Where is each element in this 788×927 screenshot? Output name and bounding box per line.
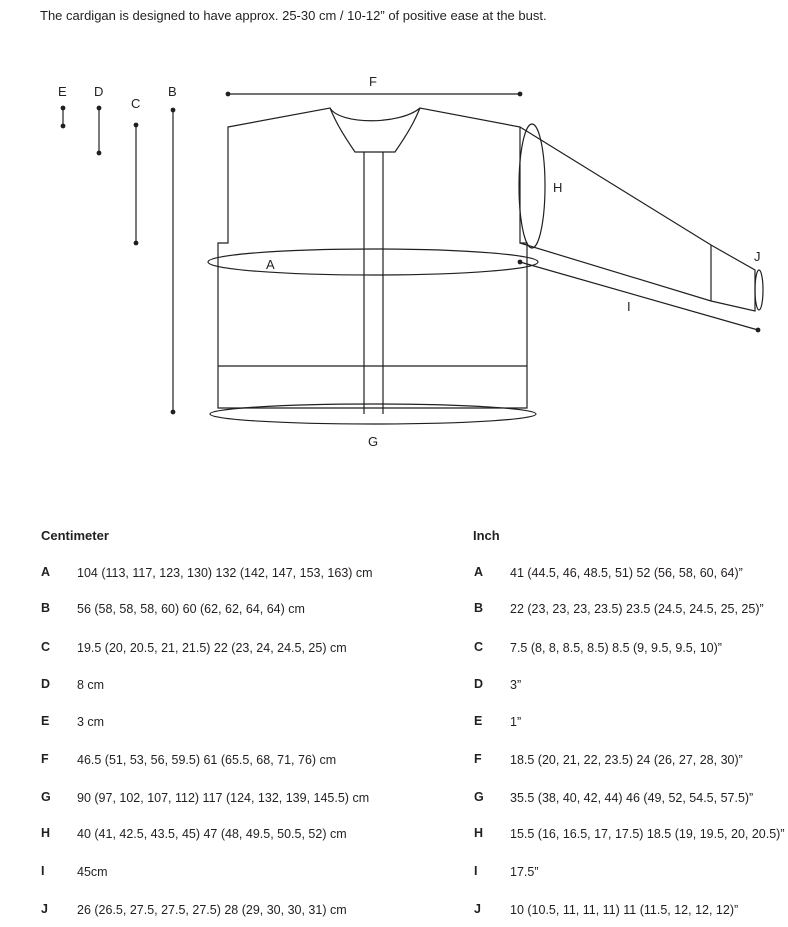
row-value-cm-a: 104 (113, 117, 123, 130) 132 (142, 147, 153, 163) cm — [77, 566, 373, 580]
label-i: I — [627, 299, 631, 314]
label-j: J — [754, 249, 761, 264]
row-letter-in-j: J — [474, 902, 481, 916]
row-letter-in-d: D — [474, 677, 484, 691]
row-letter-cm-i: I — [41, 864, 45, 878]
row-letter-in-i: I — [474, 864, 478, 878]
row-value-cm-j: 26 (26.5, 27.5, 27.5, 27.5) 28 (29, 30, 30, 31) cm — [77, 903, 347, 917]
label-e: E — [58, 84, 67, 99]
row-value-in-e: 1” — [510, 715, 522, 729]
sleeve-length-line — [520, 262, 758, 330]
row-letter-cm-e: E — [41, 714, 50, 728]
row-value-in-f: 18.5 (20, 21, 22, 23.5) 24 (26, 27, 28, 30)” — [510, 753, 743, 767]
row-value-cm-c: 19.5 (20, 20.5, 21, 21.5) 22 (23, 24, 24.5, 25) cm — [77, 641, 347, 655]
bust-ellipse — [208, 249, 538, 275]
sleeve-outline — [520, 127, 755, 311]
row-letter-cm-h: H — [41, 826, 51, 840]
row-letter-cm-f: F — [41, 752, 49, 766]
row-value-cm-h: 40 (41, 42.5, 43.5, 45) 47 (48, 49.5, 50.5, 52) cm — [77, 827, 347, 841]
body-outline — [218, 108, 527, 408]
row-letter-cm-j: J — [41, 902, 48, 916]
row-value-cm-e: 3 cm — [77, 715, 105, 729]
label-d: D — [94, 84, 104, 99]
row-value-cm-b: 56 (58, 58, 58, 60) 60 (62, 62, 64, 64) cm — [77, 602, 305, 616]
row-value-cm-d: 8 cm — [77, 678, 105, 692]
row-letter-in-b: B — [474, 601, 484, 615]
row-letter-in-e: E — [474, 714, 483, 728]
row-letter-cm-d: D — [41, 677, 51, 691]
row-letter-in-a: A — [474, 565, 484, 579]
label-c: C — [131, 96, 141, 111]
intro-text: The cardigan is designed to have approx. 25-30 cm / 10-12” of positive ease at the bust. — [40, 8, 547, 23]
label-g: G — [368, 434, 379, 449]
cuff-ellipse — [755, 270, 763, 310]
row-value-in-j: 10 (10.5, 11, 11, 11) 11 (11.5, 12, 12, 12)” — [510, 903, 739, 917]
row-letter-cm-a: A — [41, 565, 51, 579]
neckline — [330, 108, 420, 121]
upper-arm-ellipse — [519, 124, 545, 248]
hem-ellipse — [210, 404, 536, 424]
row-value-in-c: 7.5 (8, 8, 8.5, 8.5) 8.5 (9, 9.5, 9.5, 10)” — [510, 641, 722, 655]
cm-heading: Centimeter — [41, 528, 109, 543]
row-letter-in-g: G — [474, 790, 484, 804]
row-letter-cm-g: G — [41, 790, 51, 804]
row-letter-in-c: C — [474, 640, 484, 654]
row-value-in-b: 22 (23, 23, 23, 23.5) 23.5 (24.5, 24.5, 25, 25)” — [510, 602, 764, 616]
row-value-in-i: 17.5” — [510, 865, 539, 879]
label-a: A — [266, 257, 275, 272]
label-f: F — [369, 74, 377, 89]
row-letter-cm-c: C — [41, 640, 51, 654]
row-letter-in-h: H — [474, 826, 484, 840]
row-value-in-h: 15.5 (16, 16.5, 17, 17.5) 18.5 (19, 19.5, 20, 20.5)” — [510, 827, 785, 841]
row-value-in-d: 3” — [510, 678, 522, 692]
label-h: H — [553, 180, 563, 195]
label-b: B — [168, 84, 177, 99]
row-value-cm-f: 46.5 (51, 53, 56, 59.5) 61 (65.5, 68, 71, 76) cm — [77, 753, 337, 767]
row-value-cm-i: 45cm — [77, 865, 108, 879]
row-value-cm-g: 90 (97, 102, 107, 112) 117 (124, 132, 139, 145.5) cm — [77, 791, 370, 805]
row-letter-in-f: F — [474, 752, 482, 766]
row-value-in-a: 41 (44.5, 46, 48.5, 51) 52 (56, 58, 60, 64)” — [510, 566, 743, 580]
row-value-in-g: 35.5 (38, 40, 42, 44) 46 (49, 52, 54.5, 57.5)” — [510, 791, 754, 805]
row-letter-cm-b: B — [41, 601, 51, 615]
inch-heading: Inch — [473, 528, 500, 543]
